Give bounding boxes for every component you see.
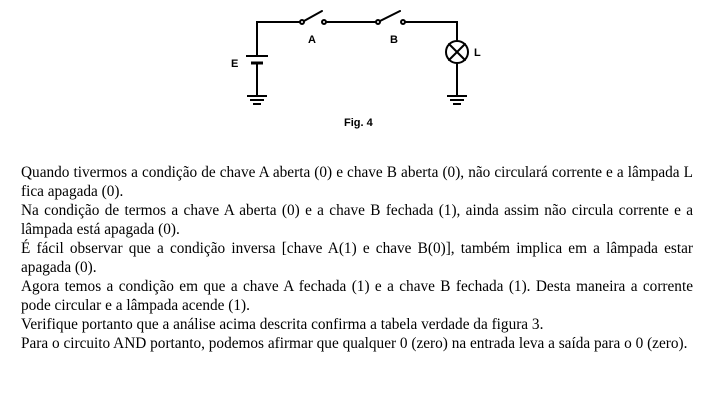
switch-b-label: B	[390, 34, 398, 46]
paragraph-6: Para o circuito AND portanto, podemos afirmar que qualquer 0 (zero) na entrada leva a saída para o 0 (zero).	[21, 335, 688, 352]
source-label: E	[231, 58, 239, 70]
circuit-diagram	[0, 0, 723, 145]
paragraph-3: É fácil observar que a condição inversa [chave A(1) e chave B(0)], também implica em a lâmpada estar apagada (0).	[21, 240, 693, 276]
paragraph-1: Quando tivermos a condição de chave A aberta (0) e chave B aberta (0), não circulará corrente e a lâmpada L fica apagada (0).	[21, 164, 693, 200]
body-text	[21, 163, 693, 353]
switch-a-lever	[304, 11, 322, 21]
paragraph-2: Na condição de termos a chave A aberta (0) e a chave B fechada (1), ainda assim não circula corrente e a lâmpada está apagada (0).	[21, 202, 693, 238]
switch-a-label: A	[308, 34, 316, 46]
wire-left	[257, 22, 300, 56]
paragraph-5: Verifique portanto que a análise acima descrita confirma a tabela verdade da figura 3.	[21, 316, 544, 333]
ground-right-icon	[447, 96, 467, 104]
figure-caption: Fig. 4	[344, 117, 373, 129]
paragraph-4: Agora temos a condição em que a chave A fechada (1) e a chave B fechada (1). Desta maneira a corrente pode circular e a lâmpada acende (1).	[21, 278, 693, 314]
switch-b-lever	[380, 11, 400, 21]
wire-right	[405, 22, 457, 40]
lamp-label: L	[474, 47, 481, 59]
ground-left-icon	[247, 96, 267, 104]
